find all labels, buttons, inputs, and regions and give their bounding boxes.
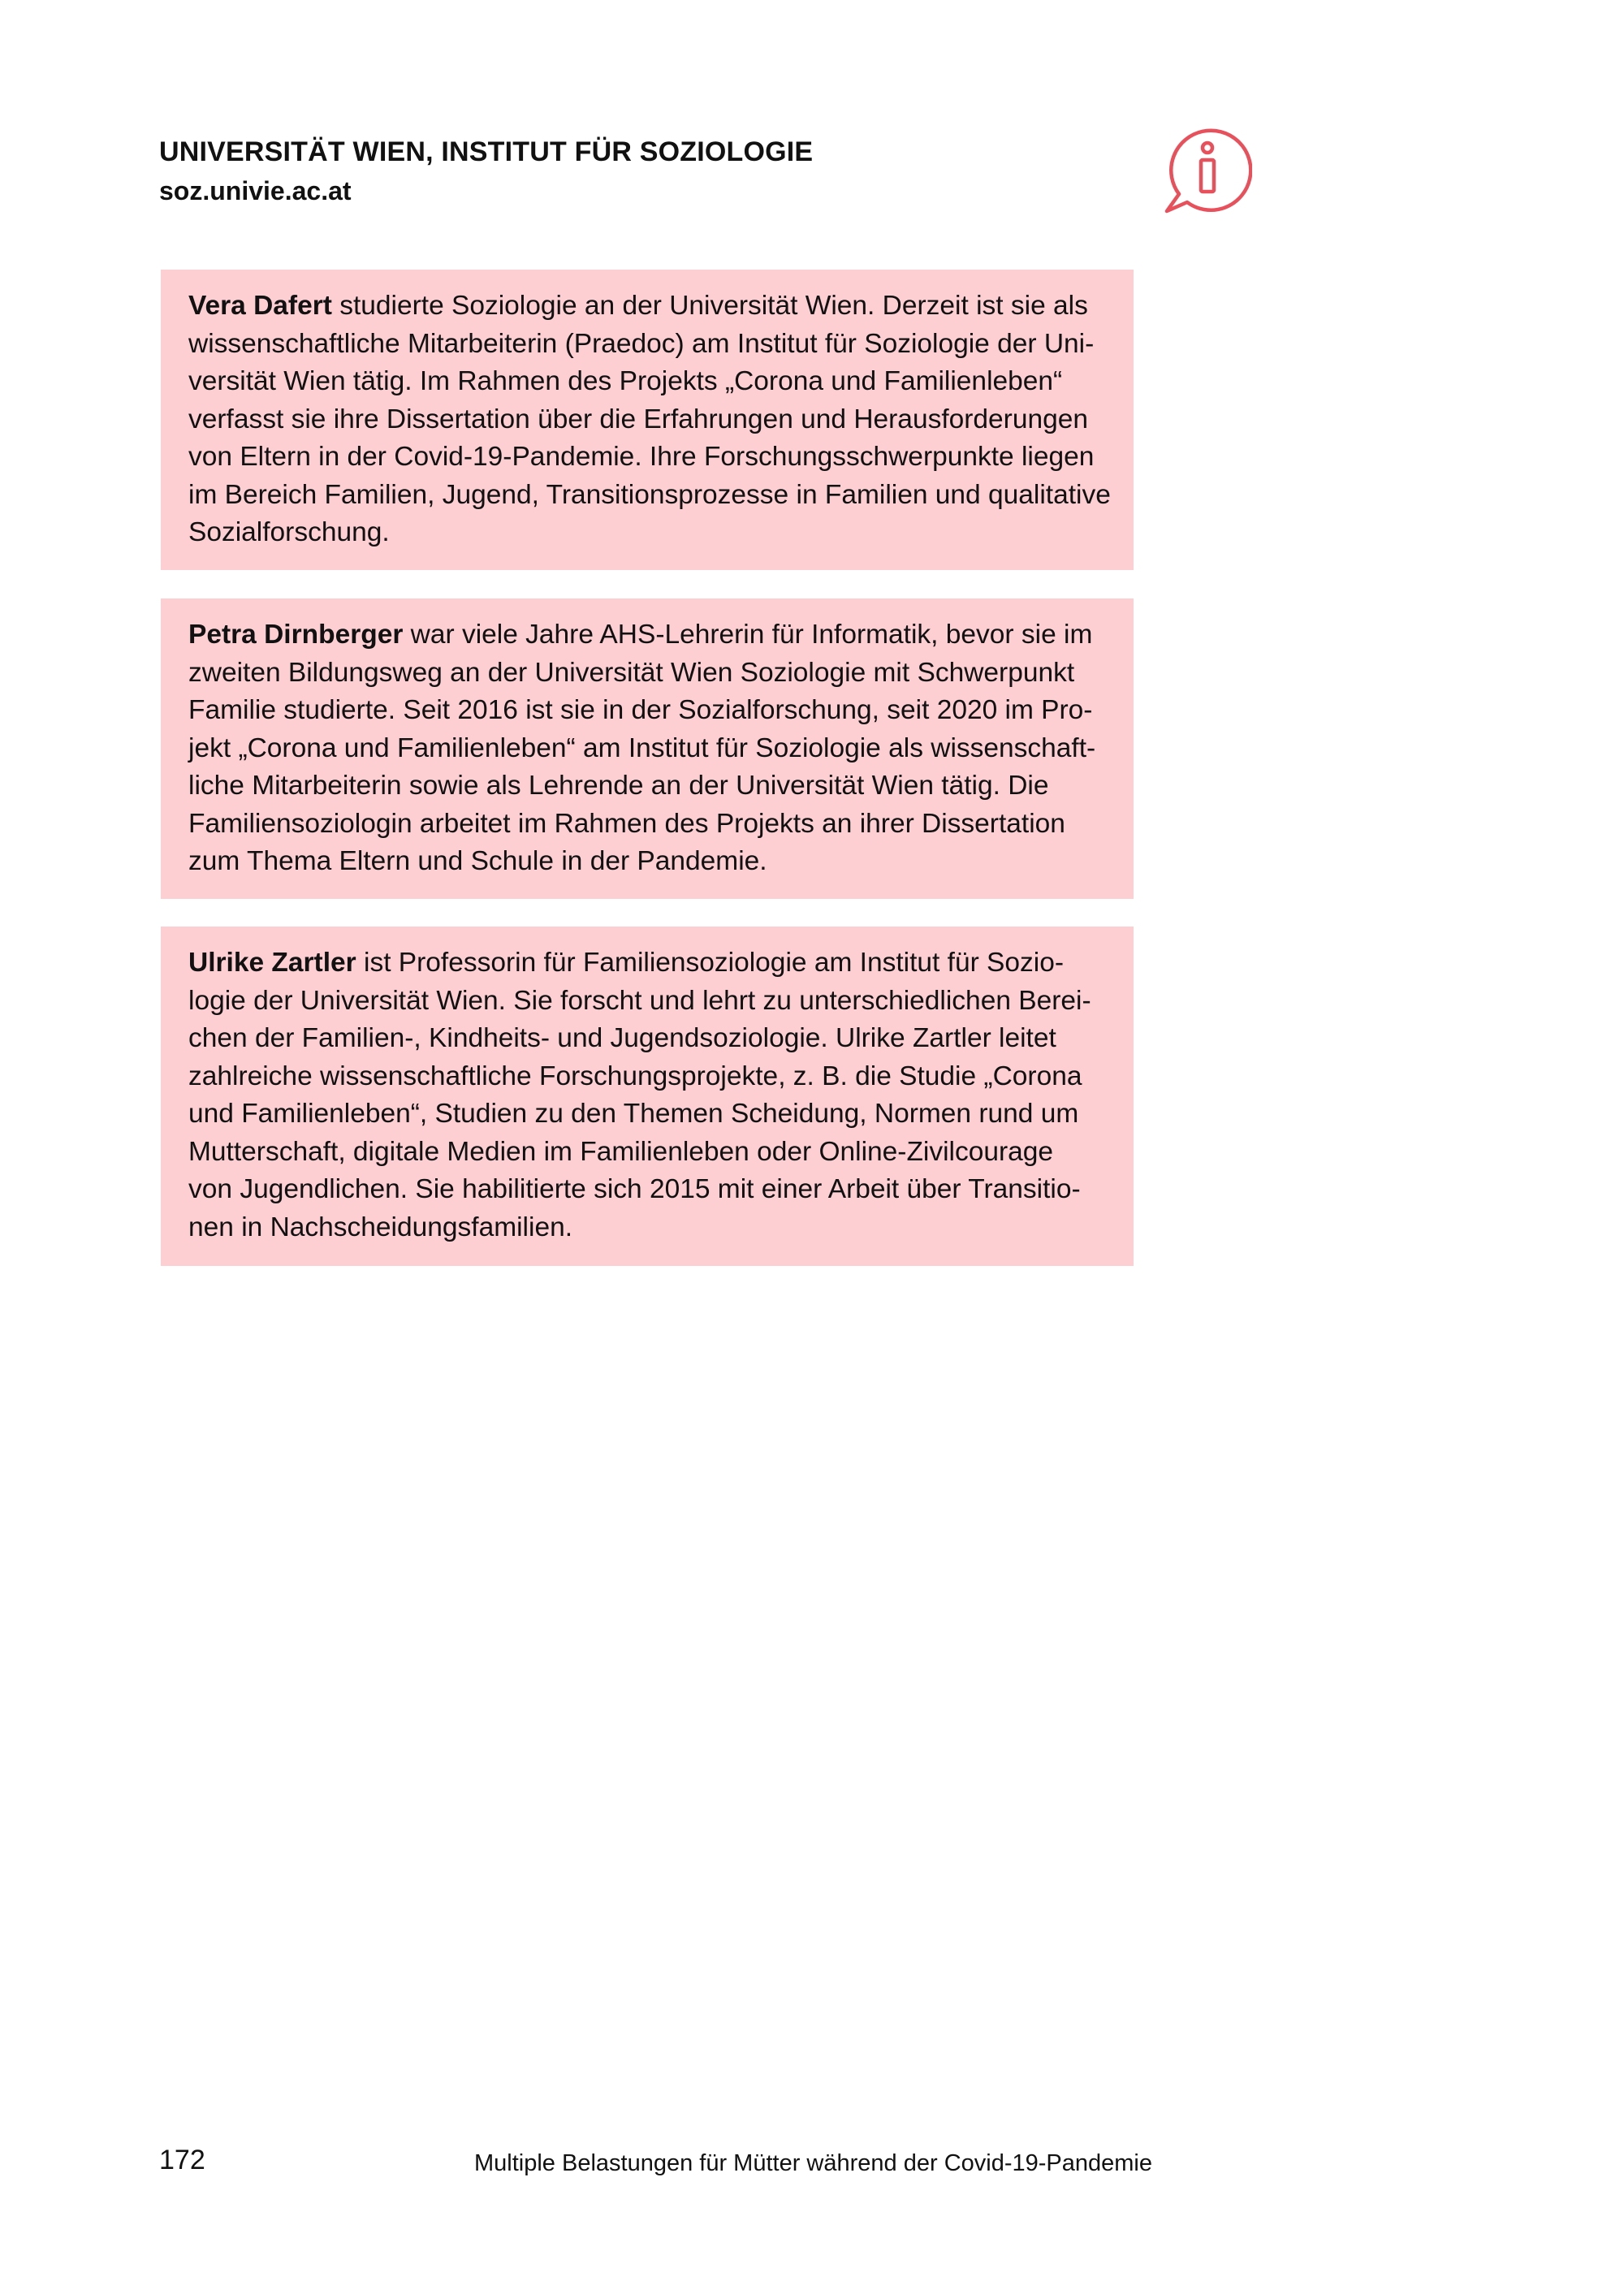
bio-box-petra-dirnberger [161,598,1134,899]
page-number: 172 [159,2145,205,2175]
bio-line: Mutterschaft, digitale Medien im Familienleben oder Online-Zivilcourage [188,1136,1054,1167]
bio-line: zum Thema Eltern und Schule in der Pandemie. [188,846,767,876]
bio-line: logie der Universität Wien. Sie forscht und lehrt zu unterschiedlichen Berei- [188,985,1091,1016]
bio-line: Petra Dirnberger war viele Jahre AHS-Lehrerin für Informatik, bevor sie im [188,620,1093,650]
bio-line: Familiensoziologin arbeitet im Rahmen des Projekts an ihrer Dissertation [188,808,1065,839]
bio-name: Ulrike Zartler [188,948,356,978]
bio-line: nen in Nachscheidungsfamilien. [188,1212,573,1242]
bio-line: wissenschaftliche Mitarbeiterin (Praedoc) am Institut für Soziologie der Uni- [188,328,1095,359]
bio-name: Petra Dirnberger [188,620,404,650]
running-footer-title: Multiple Belastungen für Mütter während der Covid-19-Pandemie [474,2150,1152,2176]
bio-line: von Jugendlichen. Sie habilitierte sich 2015 mit einer Arbeit über Transitio- [188,1174,1081,1204]
institution-title: UNIVERSITÄT WIEN, INSTITUT FÜR SOZIOLOGIE [159,136,814,167]
bio-box-ulrike-zartler [161,927,1134,1266]
bio-line: chen der Familien-, Kindheits- und Jugendsoziologie. Ulrike Zartler leitet [188,1023,1056,1053]
bio-box-vera-dafert [161,270,1134,570]
bio-line: versität Wien tätig. Im Rahmen des Projekts „Corona und Familienleben“ [188,366,1063,396]
bio-line: Vera Dafert studierte Soziologie an der Universität Wien. Derzeit ist sie als [188,291,1088,321]
bio-line: Sozialforschung. [188,517,390,547]
bio-name: Vera Dafert [188,291,332,321]
bio-line: verfasst sie ihre Dissertation über die Erfahrungen und Herausforderungen [188,404,1088,434]
bio-line: zweiten Bildungsweg an der Universität Wien Soziologie mit Schwerpunkt [188,657,1075,688]
bio-line: und Familienleben“, Studien zu den Themen Scheidung, Normen rund um [188,1099,1079,1129]
bio-line: zahlreiche wissenschaftliche Forschungsprojekte, z. B. die Studie „Corona [188,1061,1082,1091]
institution-url: soz.univie.ac.at [159,176,352,205]
bio-line: Familie studierte. Seit 2016 ist sie in der Sozialforschung, seit 2020 im Pro- [188,695,1093,725]
bio-line: jekt „Corona und Familienleben“ am Institut für Soziologie als wissenschaft- [188,732,1096,763]
bio-line: liche Mitarbeiterin sowie als Lehrende an der Universität Wien tätig. Die [188,771,1049,801]
bio-line: im Bereich Familien, Jugend, Transitionsprozesse in Familien und qualitative [188,479,1111,510]
bio-line: Ulrike Zartler ist Professorin für Familiensoziologie am Institut für Sozio- [188,948,1065,978]
info-speech-bubble-icon [1163,123,1252,218]
page-header [159,133,813,210]
bio-line: von Eltern in der Covid-19-Pandemie. Ihre Forschungsschwerpunkte liegen [188,442,1095,472]
